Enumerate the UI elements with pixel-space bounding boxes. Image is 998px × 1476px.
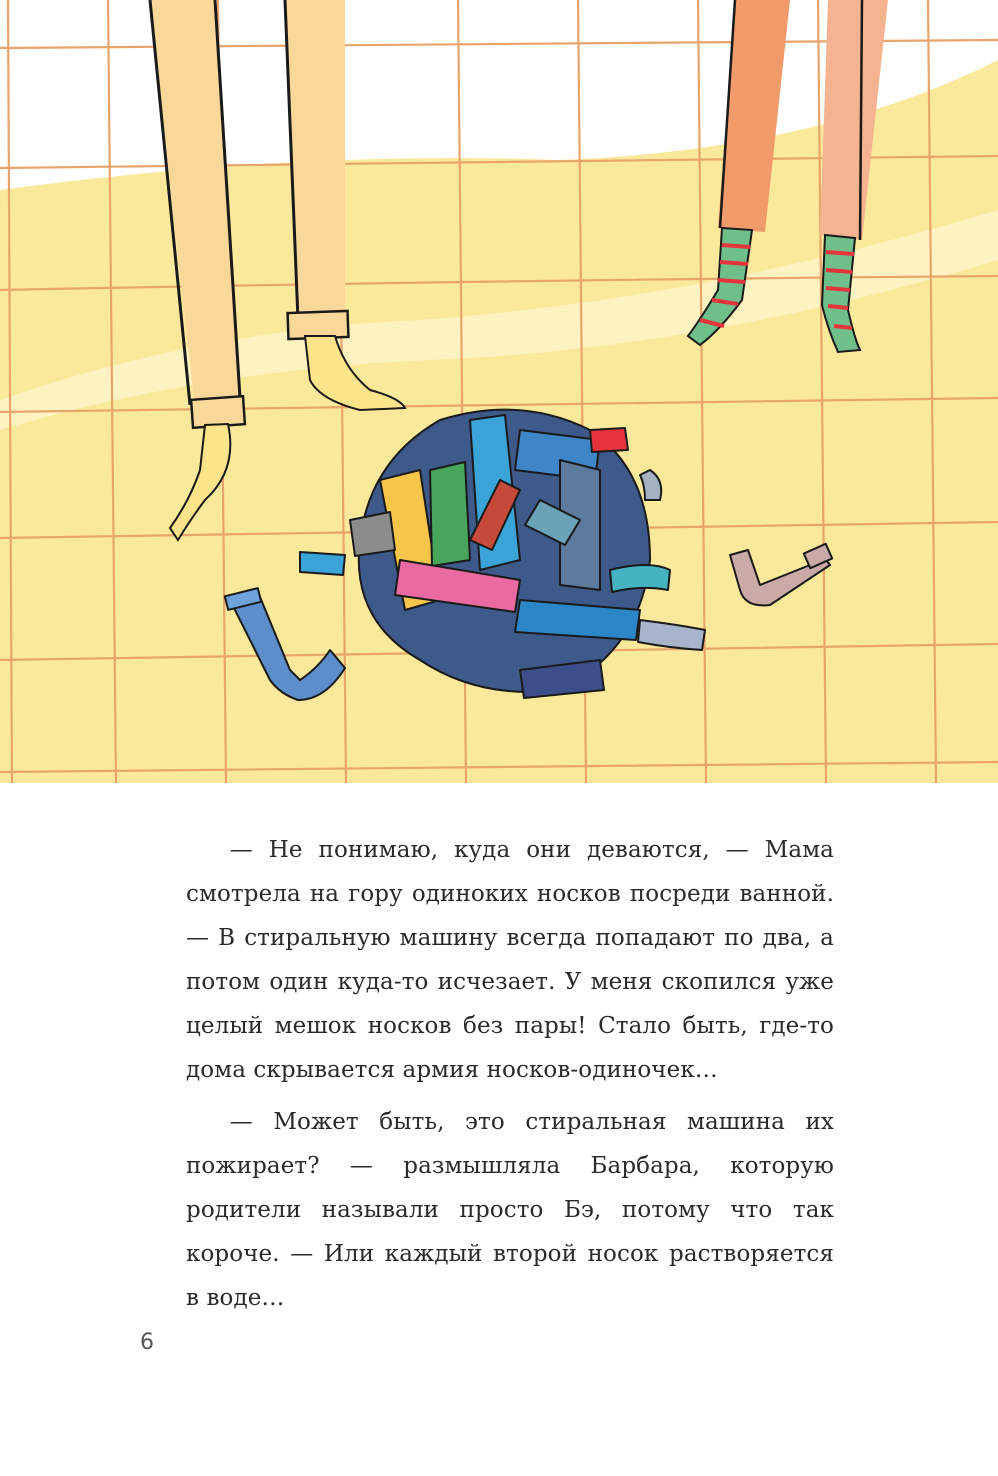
paragraph: — Может быть, это стиральная машина их пожирает? — размышляла Барбара, которую родители называли просто Бэ, потому что так короче. — Или каждый второй носок растворяется в воде… (186, 1109, 834, 1311)
body-text (186, 828, 834, 1328)
page-number: 6 (140, 1330, 154, 1355)
paragraph: — Не понимаю, куда они деваются, — Мама смотрела на гору одиноких носков посреди ванной. — В стиральную машину всегда попадают по два, а потом один куда-то исчезает. У меня скопился уже целый мешок носков без пары! Стало быть, где-то дома скрывается армия носков-одиночек… (186, 837, 834, 1083)
